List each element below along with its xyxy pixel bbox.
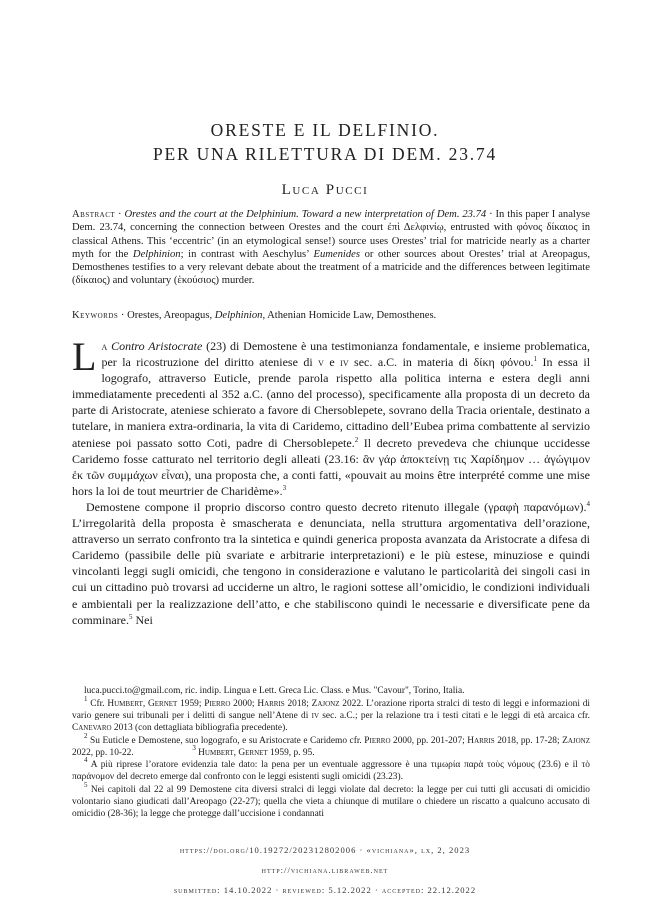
author-name: Luca Pucci xyxy=(281,182,369,198)
footnote-number: 2 xyxy=(84,731,88,740)
note-text: 2018; xyxy=(284,698,312,709)
footnote-number: 4 xyxy=(84,756,88,765)
footnote-1 xyxy=(72,694,591,735)
abstract-english-title: Orestes and the court at the Delphinium. Toward a new interpretation of Dem. 23.74 xyxy=(124,209,487,220)
footnote-ref-4: 4 xyxy=(586,499,590,508)
note-text: Su Euticle e Demostene, suo logografo, e su Aristocrate e Caridemo cfr. xyxy=(87,735,365,746)
p2-text: Demostene compone il proprio discorso contro questo decreto ritenuto illegale (γραφὴ παρανόμων). xyxy=(86,499,587,514)
article-title-line-1: ORESTE E IL DELFINIO. xyxy=(210,120,440,140)
web-line: http://vichiana.libraweb.net xyxy=(261,865,389,875)
note-author: Canevaro xyxy=(72,722,112,733)
drop-cap: L xyxy=(72,334,97,379)
footnote-number: 3 xyxy=(192,743,196,752)
p1-text: e xyxy=(323,355,341,370)
abstract xyxy=(72,208,590,288)
note-text: 2018, pp. 17-28; xyxy=(494,735,563,746)
p1-century-iv: iv xyxy=(340,355,349,370)
footnote-number: 1 xyxy=(84,694,88,703)
footnote-ref-2: 2 xyxy=(354,435,359,444)
footnotes xyxy=(72,686,590,822)
p2-text: Nei xyxy=(132,612,153,627)
note-author: Harris xyxy=(467,735,495,746)
note-text: 2022. L’orazione riporta stralci di testo di leggi e informazioni di vario genere sui tribunali per i delitti di sangue nell’Atene di xyxy=(72,698,591,721)
note-author: Zajonz xyxy=(311,698,340,709)
footnote-number: 5 xyxy=(84,781,88,790)
abstract-label: Abstract xyxy=(72,209,116,220)
keywords xyxy=(72,309,590,322)
abstract-text-2: ; in contrast with Aeschylus’ xyxy=(180,248,314,260)
abstract-eumenides: Eumenides xyxy=(313,248,360,260)
note-author: Zajonz xyxy=(562,735,590,746)
paragraph-1 xyxy=(72,334,591,499)
abstract-delphinion: Delphinion xyxy=(132,248,181,260)
note-author: Humbert, Gernet xyxy=(198,747,268,758)
note-text: 2013 (con dettagliata bibliografia precedente). xyxy=(111,722,288,733)
keywords-delphinion: Delphinion xyxy=(214,310,263,321)
note-text: A più riprese l’oratore evidenzia tale dato: la pena per un eventuale aggressore è una τιμωρία παρὰ τοὺς νόμους (23.6) e il τὸ παράνομον del decreto emerge dal confronto con le leggi esistenti sugli omicidi (23.23). xyxy=(72,760,590,783)
title-block xyxy=(0,118,650,199)
abstract-separator: · xyxy=(115,209,125,220)
p1-text: (23) di Demostene è una testimonianza fondamentale, e insieme problematica, per la ricostruzione del diritto ateniese di xyxy=(101,339,591,370)
note-text: 2022, pp. 10-22. xyxy=(72,747,134,758)
footnote-ref-1: 1 xyxy=(533,355,538,364)
p1-text: Il decreto prevedeva che chiunque uccidesse Caridemo fosse catturato nel territorio degli alleati (23.16: ἂν γάρ ἀποκτείνῃ τις Χαρίδημον … ἀγώγιμον ἐκ τῶν συμμάχων εἶναι), una proposta che, a conti fatti, «pouvait au moins être interprété comme une mise hors la loi de tout meurtrier de Charidème». xyxy=(72,435,591,498)
p2-text: L’irregolarità della proposta è smascherata e denunciata, nella struttura argomentativa dell’orazione, attraverso un serrato confronto tra la sintetica e quindi generica proposta avanzata da Aristocrate a difesa di Caridemo (passibile delle più svariate e arbitrarie interpretazioni) e le più estese, minuziose e quindi vincolanti leggi sugli omicidi, che tengono in considerazione e valutano le particolarità dei singoli casi in cui un cittadino può trovarsi ad ucciderne un altro, le ragioni sottese all’omicidio, le condizioni individuali e ambientali per la realizzazione dell’atto, e che stabiliscono quindi le necessarie e diversificate pene da comminare. xyxy=(72,516,590,627)
note-text: Nei capitoli dal 22 al 99 Demostene cita diversi stralci di leggi violate dal decreto: la legge per cui tutti gli accusati di omicidio volontario siano giudicati dall’Areopago (22-27); quella che vieta a chiunque di mutilare o chiedere un riscatto a qualcuno accusato di omicidio (28-36); la legge che protegge dall’uccisione i condannati xyxy=(72,785,590,820)
doi-line: https://doi.org/10.19272/202312802006 · «vichiana», lx, 2, 2023 xyxy=(179,845,471,855)
note-text: 1959, p. 95. xyxy=(267,747,315,758)
note-author: Pierro xyxy=(204,698,231,709)
note-text: sec. a.C.; per la relazione tra i testi citati e le leggi di età arcaica cfr. xyxy=(319,710,591,721)
note-century: iv xyxy=(311,710,319,721)
abstract-text: · In this paper I analyse Dem. 23.74, concerning the connection between Orestes and the court ἐπὶ Δελφινίῳ, entrusted with φόνος δίκαιος in classical Athens. This ‘eccentric’ (in an etymological sense!) source uses Orestes’ trial for matricide nearly as a charter myth for the xyxy=(72,209,590,260)
dates-line: submitted: 14.10.2022 · reviewed: 5.12.2022 · accepted: 22.12.2022 xyxy=(173,885,477,895)
page-footer xyxy=(0,840,650,900)
note-text: 1959; xyxy=(177,698,205,709)
keywords-text-2: , Athenian Homicide Law, Demosthenes. xyxy=(262,310,437,321)
footnote-4 xyxy=(72,756,590,784)
author-contact-note: luca.pucci.to@gmail.com, ric. indip. Lingua e Lett. Greca Lic. Class. e Mus. "Cavour", Torino, Italia. xyxy=(84,686,465,696)
note-text: Cfr. xyxy=(87,698,108,709)
footnote-2-3 xyxy=(72,731,590,760)
p1-work-title: Contro Aristocrate xyxy=(111,339,203,353)
note-text: 2000; xyxy=(230,698,258,709)
body-text xyxy=(72,334,591,628)
note-author: Harris xyxy=(257,698,285,709)
article-title-line-2: PER UNA RILETTURA DI DEM. 23.74 xyxy=(152,144,498,164)
p1-text: In essa il logografo, attraverso Euticle, prende parola rispetto alla politica interna e estera degli anni immediatamente precedenti al 352 a.C. (anno del processo), specificamente alla proposta di un decreto da parte di Aristocrate, ateniese schierato a favore di Chersoblepete, sovrano della Tracia orientale, destinato a tutelare, in maniera extra-ordinaria, la vita di Caridemo, cittadino dell’Eubea prima combattente al servizio ateniese poi passato sotto Coti, padre di Chersoblepete. xyxy=(72,355,591,450)
keywords-text: · Orestes, Areopagus, xyxy=(118,310,215,321)
note-text: 2000, pp. 201-207; xyxy=(390,735,468,746)
note-author: Humbert, Gernet xyxy=(107,698,178,709)
footnote-5 xyxy=(72,781,590,821)
footnote-ref-3: 3 xyxy=(282,483,287,492)
abstract-text-3: or other sources about Orestes’ trial at Areopagus, Demosthenes testifies to a very relevant debate about the treatment of a matricide and the differences between legitimate (δίκαιος) and voluntary (ἑκούσιος) murder. xyxy=(72,248,590,287)
note-author: Pierro xyxy=(364,735,391,746)
keywords-label: Keywords xyxy=(72,310,119,321)
p1-text: sec. a.C. in materia di δίκη φόνου. xyxy=(348,355,534,370)
paragraph-2 xyxy=(72,499,590,628)
footnote-ref-5: 5 xyxy=(128,612,133,621)
p1-century-v: v xyxy=(318,355,324,370)
p1-text: a xyxy=(101,339,112,353)
